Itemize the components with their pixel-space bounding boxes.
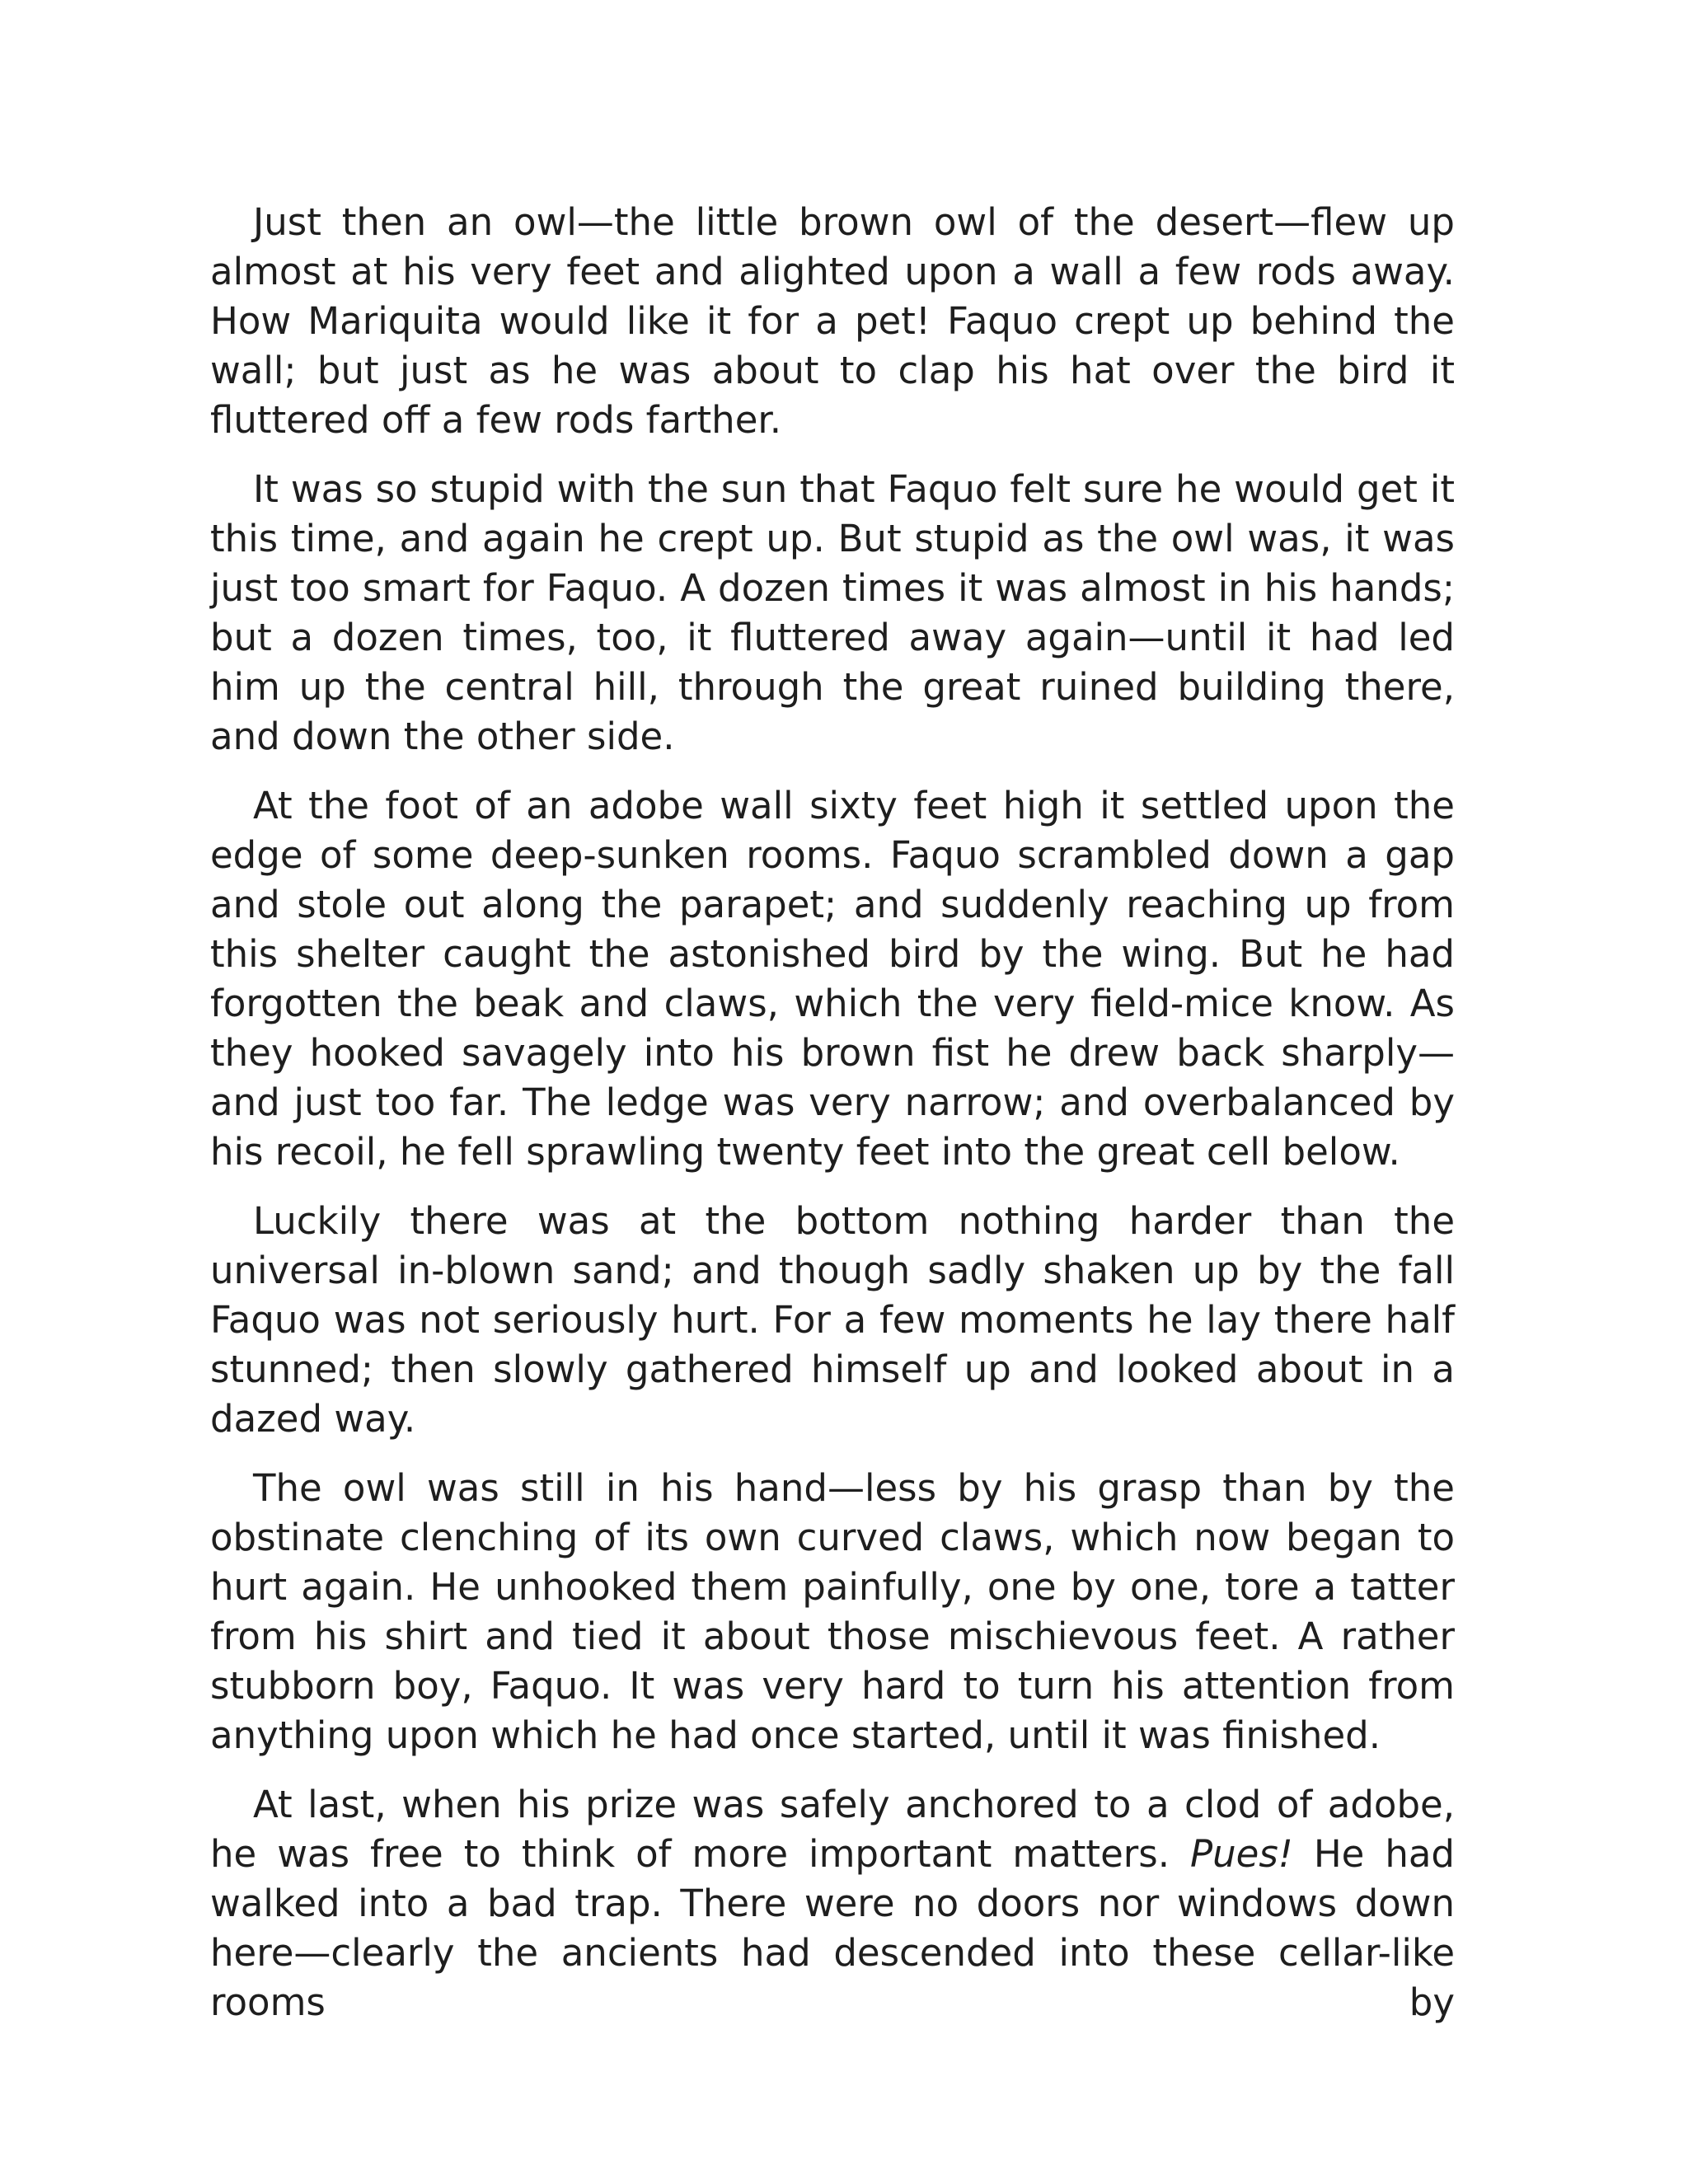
paragraph-fall-into-cell: At the foot of an adobe wall sixty feet high it settled upon the edge of some deep-sunken rooms. Faquo scrambled down a gap and stole out along the parapet; and suddenly reaching up from this shelter caught the astonished bird by the wing. But he had forgotten the beak and claws, which the very field-mice know. As they hooked savagely into his brown fist he drew back sharply—and just too far. The ledge was very narrow; and overbalanced by his recoil, he fell sprawling twenty feet into the great cell below. bbox=[210, 784, 1455, 1174]
paragraph-trap-text-before: At last, when his prize was safely anchored to a clod of adobe, he was free to think of more important matters. bbox=[210, 1783, 1455, 1876]
paragraph-owl-in-hand: The owl was still in his hand—less by his grasp than by the obstinate clenching of its own curved claws, which now began to hurt again. He unhooked them painfully, one by one, tore a tatter from his shirt and tied it about those mischievous feet. A rather stubborn boy, Faquo. It was very hard to turn his attention from anything upon which he had once started, until it was finished. bbox=[210, 1466, 1455, 1757]
paragraph-owl-appears: Just then an owl—the little brown owl of the desert—flew up almost at his very feet and alighted upon a wall a few rods away. How Mariquita would like it for a pet! Faquo crept up behind the wall; but just as he was about to clap his hat over the bird it fluttered off a few rods farther. bbox=[210, 200, 1455, 442]
paragraph-trap-text-after: He had walked into a bad trap. There were no doors nor windows down here—clearly the ancients had descended into these cellar-like rooms by bbox=[210, 1832, 1455, 2024]
paragraph-trap-italic-word: Pues! bbox=[1190, 1832, 1293, 1876]
paragraph-trap bbox=[210, 1780, 1455, 2027]
paragraph-landing: Luckily there was at the bottom nothing harder than the universal in-blown sand; and though sadly shaken up by the fall Faquo was not seriously hurt. For a few moments he lay there half stunned; then slowly gathered himself up and looked about in a dazed way. bbox=[210, 1199, 1455, 1441]
paragraph-owl-chase: It was so stupid with the sun that Faquo felt sure he would get it this time, and again he crept up. But stupid as the owl was, it was just too smart for Faquo. A dozen times it was almost in his hands; but a dozen times, too, it fluttered away again—until it had led him up the central hill, through the great ruined building there, and down the other side. bbox=[210, 467, 1455, 758]
page-body bbox=[210, 198, 1455, 2027]
